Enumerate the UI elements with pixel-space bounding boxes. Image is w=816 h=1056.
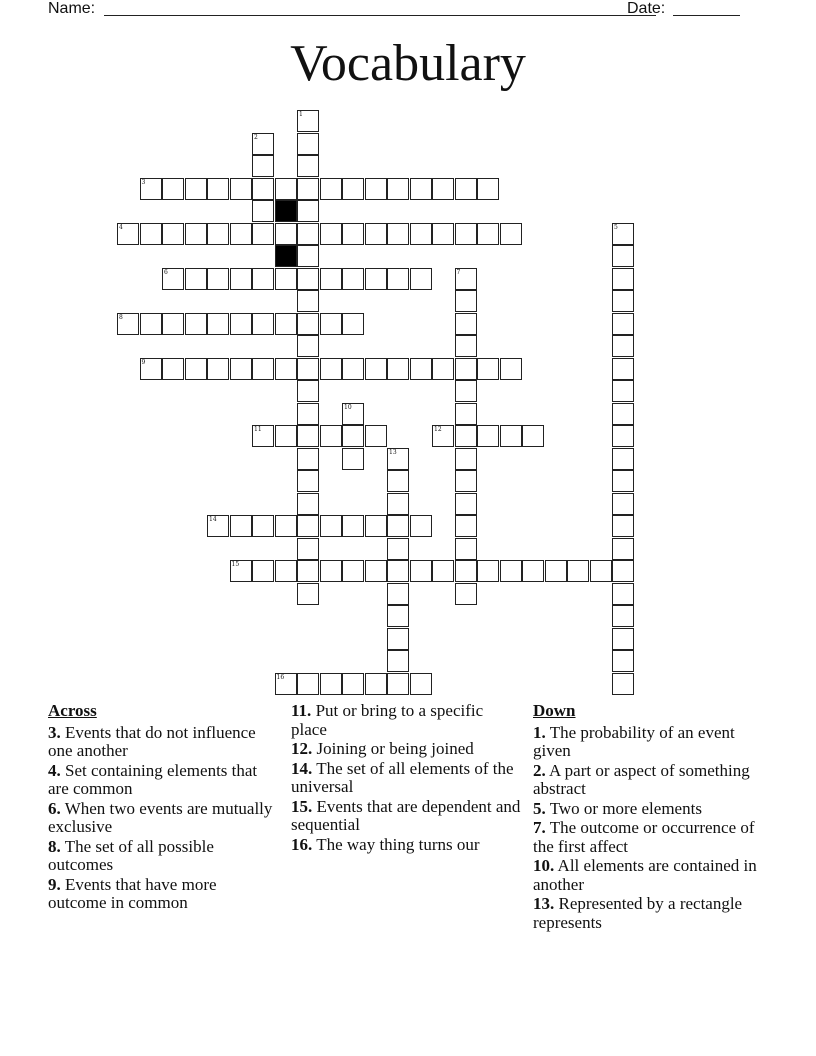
grid-cell[interactable] — [297, 583, 319, 605]
clue-text: The set of all possible outcomes — [48, 836, 214, 874]
clue-number: 2. — [533, 760, 546, 780]
grid-cell[interactable] — [410, 515, 432, 537]
grid-cell[interactable] — [455, 560, 477, 582]
grid-cell[interactable] — [230, 515, 252, 537]
clue-number: 11. — [291, 701, 312, 720]
clue-number: 9. — [48, 874, 61, 894]
grid-cell[interactable] — [185, 223, 207, 245]
clue-number-label: 5 — [614, 223, 618, 231]
clue-item — [533, 762, 773, 799]
grid-cell[interactable] — [207, 358, 229, 380]
grid-cell[interactable] — [117, 223, 139, 245]
grid-cell[interactable] — [342, 223, 364, 245]
grid-cell[interactable] — [320, 358, 342, 380]
grid-cell[interactable] — [522, 425, 544, 447]
grid-cell[interactable] — [455, 538, 477, 560]
grid-cell[interactable] — [275, 560, 297, 582]
clue-number: 10. — [533, 856, 555, 875]
grid-cell[interactable] — [207, 178, 229, 200]
grid-cell[interactable] — [387, 493, 409, 515]
grid-cell[interactable] — [275, 515, 297, 537]
grid-cell[interactable] — [612, 358, 634, 380]
clue-item — [291, 702, 521, 739]
grid-cell[interactable] — [387, 673, 409, 695]
clue-number-label: 7 — [456, 268, 461, 276]
grid-cell[interactable] — [545, 560, 567, 582]
grid-cell[interactable] — [410, 268, 432, 290]
grid-cell[interactable] — [365, 268, 387, 290]
clue-number: 12. — [291, 739, 313, 758]
grid-cell[interactable] — [387, 650, 409, 672]
grid-cell[interactable] — [387, 628, 409, 650]
clue-text: The outcome or occurrence of the first affect — [533, 818, 755, 856]
clue-item — [291, 798, 521, 835]
grid-cell[interactable] — [387, 268, 409, 290]
grid-cell[interactable] — [387, 448, 409, 470]
grid-cell[interactable] — [275, 223, 297, 245]
grid-cell[interactable] — [320, 223, 342, 245]
grid-cell[interactable] — [477, 560, 499, 582]
grid-cell[interactable] — [297, 515, 319, 537]
clue-number: 6. — [48, 798, 61, 818]
clue-number: 3. — [48, 722, 61, 742]
down-clues — [533, 702, 773, 933]
grid-cell[interactable] — [252, 313, 274, 335]
clue-list — [533, 724, 773, 933]
grid-cell[interactable] — [252, 268, 274, 290]
grid-cell[interactable] — [162, 178, 184, 200]
grid-cell[interactable] — [297, 538, 319, 560]
grid-cell[interactable] — [612, 425, 634, 447]
grid-cell[interactable] — [297, 268, 319, 290]
grid-cell[interactable] — [252, 560, 274, 582]
clue-number-label: 13 — [389, 448, 397, 456]
clue-item — [48, 724, 276, 761]
grid-cell[interactable] — [140, 313, 162, 335]
grid-cell[interactable] — [455, 358, 477, 380]
grid-cell[interactable] — [275, 268, 297, 290]
grid-cell[interactable] — [252, 155, 274, 177]
grid-cell[interactable] — [612, 538, 634, 560]
grid-cell[interactable] — [432, 358, 454, 380]
clue-item — [291, 760, 521, 797]
grid-cell[interactable] — [387, 538, 409, 560]
clue-number-label: 4 — [119, 223, 123, 231]
clue-number-label: 12 — [434, 426, 442, 433]
clue-number: 5. — [533, 798, 546, 818]
grid-cell[interactable] — [342, 515, 364, 537]
grid-cell[interactable] — [297, 560, 319, 582]
grid-cell[interactable] — [140, 223, 162, 245]
grid-cell[interactable] — [500, 425, 522, 447]
grid-cell[interactable] — [387, 605, 409, 627]
grid-cell[interactable] — [297, 133, 319, 155]
grid-cell[interactable] — [162, 313, 184, 335]
grid-cell[interactable] — [612, 515, 634, 537]
clue-item — [533, 800, 773, 819]
grid-cell[interactable] — [207, 515, 229, 537]
grid-cell[interactable] — [297, 673, 319, 695]
grid-cell[interactable] — [207, 268, 229, 290]
grid-cell[interactable] — [252, 223, 274, 245]
grid-cell[interactable] — [297, 178, 319, 200]
grid-cell[interactable] — [477, 223, 499, 245]
grid-cell[interactable] — [297, 155, 319, 177]
grid-cell[interactable] — [455, 470, 477, 492]
clue-text: Joining or being joined — [312, 739, 474, 758]
clue-text: When two events are mutually exclusive — [48, 798, 273, 836]
grid-cell[interactable] — [455, 583, 477, 605]
clue-item — [48, 800, 276, 837]
grid-cell[interactable] — [612, 583, 634, 605]
grid-cell[interactable] — [387, 358, 409, 380]
grid-cell[interactable] — [320, 515, 342, 537]
grid-cell[interactable] — [455, 493, 477, 515]
grid-cell[interactable] — [455, 290, 477, 312]
grid-cell[interactable] — [162, 358, 184, 380]
grid-cell[interactable] — [230, 560, 252, 582]
grid-cell[interactable] — [612, 245, 634, 267]
grid-cell[interactable] — [612, 403, 634, 425]
grid-cell[interactable] — [612, 673, 634, 695]
grid-cell[interactable] — [612, 605, 634, 627]
grid-cell[interactable] — [455, 448, 477, 470]
grid-cell[interactable] — [387, 515, 409, 537]
grid-cell[interactable] — [477, 358, 499, 380]
clue-text: Events that are dependent and sequential — [291, 796, 521, 834]
grid-cell[interactable] — [252, 358, 274, 380]
clue-number-label: 16 — [276, 673, 285, 681]
clue-number: 1. — [533, 722, 546, 742]
grid-cell[interactable] — [590, 560, 612, 582]
grid-cell[interactable] — [297, 313, 319, 335]
grid-cell[interactable] — [297, 335, 319, 357]
grid-cell[interactable] — [297, 425, 319, 447]
grid-cell[interactable] — [252, 200, 274, 222]
grid-cell[interactable] — [612, 650, 634, 672]
grid-cell[interactable] — [387, 178, 409, 200]
grid-cell[interactable] — [230, 358, 252, 380]
grid-cell[interactable] — [455, 335, 477, 357]
grid-cell[interactable] — [500, 358, 522, 380]
grid-cell[interactable] — [342, 403, 364, 425]
clue-text: Two or more elements — [545, 798, 702, 818]
clue-text: The way thing turns our — [312, 834, 480, 854]
grid-cell[interactable] — [140, 178, 162, 200]
grid-cell[interactable] — [320, 425, 342, 447]
grid-cell[interactable] — [455, 178, 477, 200]
grid-cell[interactable] — [297, 110, 319, 132]
grid-cell[interactable] — [297, 245, 319, 267]
grid-cell[interactable] — [320, 560, 342, 582]
grid-cell[interactable] — [252, 425, 274, 447]
across-heading: Across — [48, 701, 97, 720]
grid-cell[interactable] — [207, 313, 229, 335]
grid-cell[interactable] — [320, 673, 342, 695]
grid-cell[interactable] — [230, 223, 252, 245]
grid-cell[interactable] — [410, 178, 432, 200]
grid-cell[interactable] — [162, 223, 184, 245]
grid-cell[interactable] — [455, 425, 477, 447]
grid-cell[interactable] — [342, 358, 364, 380]
clue-number-label: 3 — [141, 178, 146, 186]
grid-cell[interactable] — [230, 268, 252, 290]
clue-item — [533, 857, 773, 894]
grid-cell[interactable] — [162, 268, 184, 290]
grid-cell[interactable] — [207, 223, 229, 245]
grid-cell[interactable] — [342, 425, 364, 447]
grid-cell[interactable] — [455, 403, 477, 425]
grid-cell[interactable] — [612, 268, 634, 290]
clue-number: 8. — [48, 836, 61, 856]
grid-cell[interactable] — [230, 178, 252, 200]
grid-cell[interactable] — [297, 358, 319, 380]
grid-cell[interactable] — [365, 358, 387, 380]
clue-number: 4. — [48, 760, 61, 780]
clue-number-label: 9 — [141, 358, 146, 366]
grid-cell[interactable] — [432, 560, 454, 582]
grid-cell[interactable] — [500, 223, 522, 245]
grid-cell[interactable] — [365, 178, 387, 200]
clue-item — [48, 838, 276, 875]
grid-cell[interactable] — [297, 380, 319, 402]
clue-item — [48, 762, 276, 799]
grid-cell[interactable] — [252, 515, 274, 537]
clue-number: 13. — [533, 894, 555, 913]
grid-cell[interactable] — [342, 448, 364, 470]
grid-cell[interactable] — [387, 560, 409, 582]
clue-item — [533, 724, 773, 761]
grid-cell[interactable] — [477, 425, 499, 447]
grid-cell[interactable] — [297, 493, 319, 515]
across-clues-col2 — [291, 702, 521, 855]
grid-cell[interactable] — [387, 470, 409, 492]
grid-cell[interactable] — [365, 223, 387, 245]
clue-text: Set containing elements that are common — [48, 760, 258, 798]
clue-number-label: 14 — [209, 516, 217, 523]
grid-cell[interactable] — [612, 448, 634, 470]
clue-list — [48, 724, 276, 913]
clue-text: Events that do not influence one another — [48, 722, 256, 760]
grid-cell[interactable] — [297, 223, 319, 245]
clue-number-label: 8 — [119, 313, 123, 321]
grid-cell[interactable] — [275, 425, 297, 447]
grid-cell[interactable] — [342, 560, 364, 582]
grid-cell[interactable] — [612, 313, 634, 335]
clue-number-label: 1 — [299, 111, 303, 118]
grid-cell[interactable] — [252, 178, 274, 200]
clue-number: 7. — [533, 818, 546, 837]
grid-cell[interactable] — [612, 470, 634, 492]
grid-cell[interactable] — [117, 313, 139, 335]
grid-cell[interactable] — [612, 335, 634, 357]
page-title: Vocabulary — [290, 35, 526, 92]
clue-number-label: 6 — [164, 268, 168, 276]
name-label: Name: — [48, 0, 96, 17]
grid-cell[interactable] — [297, 470, 319, 492]
grid-cell[interactable] — [612, 560, 634, 582]
grid-cell[interactable] — [500, 560, 522, 582]
grid-cell[interactable] — [612, 223, 634, 245]
grid-cell[interactable] — [320, 178, 342, 200]
grid-cell[interactable] — [275, 178, 297, 200]
grid-cell[interactable] — [297, 403, 319, 425]
clue-text: A part or aspect of something abstract — [533, 760, 750, 798]
clue-number: 15. — [291, 796, 313, 816]
grid-cell[interactable] — [410, 358, 432, 380]
grid-cell[interactable] — [432, 178, 454, 200]
down-heading: Down — [533, 701, 576, 720]
grid-cell[interactable] — [297, 448, 319, 470]
grid-cell[interactable] — [432, 223, 454, 245]
clue-item — [533, 895, 773, 932]
clue-item — [48, 876, 276, 913]
grid-cell[interactable] — [275, 358, 297, 380]
grid-cell[interactable] — [455, 223, 477, 245]
grid-cell[interactable] — [275, 673, 297, 695]
across-clues-col1 — [48, 702, 276, 914]
grid-cell[interactable] — [185, 313, 207, 335]
grid-cell[interactable] — [275, 313, 297, 335]
clue-number-label: 10 — [344, 403, 352, 411]
grid-cell[interactable] — [297, 290, 319, 312]
grid-cell[interactable] — [612, 380, 634, 402]
grid-cell[interactable] — [342, 268, 364, 290]
grid-cell[interactable] — [410, 223, 432, 245]
grid-cell[interactable] — [320, 313, 342, 335]
grid-cell[interactable] — [410, 560, 432, 582]
clue-item — [291, 740, 521, 759]
grid-cell[interactable] — [387, 223, 409, 245]
grid-cell[interactable] — [365, 673, 387, 695]
grid-cell[interactable] — [612, 493, 634, 515]
grid-cell[interactable] — [522, 560, 544, 582]
clue-number: 14. — [291, 758, 313, 778]
clue-text: The set of all elements of the universal — [291, 758, 514, 796]
clue-text: Events that have more outcome in common — [48, 874, 217, 912]
clue-text: The probability of an event given — [533, 722, 735, 760]
grid-cell[interactable] — [297, 200, 319, 222]
clue-text: Put or bring to a specific place — [291, 701, 484, 739]
clue-number-label: 2 — [254, 133, 258, 141]
grid-cell[interactable] — [320, 268, 342, 290]
grid-cell[interactable] — [185, 358, 207, 380]
grid-cell[interactable] — [410, 673, 432, 695]
clue-number-label: 15 — [231, 561, 240, 568]
grid-cell[interactable] — [230, 313, 252, 335]
block-cell — [275, 200, 297, 222]
grid-cell[interactable] — [455, 313, 477, 335]
grid-cell[interactable] — [432, 425, 454, 447]
grid-cell[interactable] — [612, 628, 634, 650]
clue-text: All elements are contained in another — [533, 856, 757, 894]
grid-cell[interactable] — [365, 425, 387, 447]
grid-cell[interactable] — [612, 290, 634, 312]
clue-text: Represented by a rectangle represents — [533, 894, 743, 932]
grid-cell[interactable] — [477, 178, 499, 200]
grid-cell[interactable] — [455, 268, 477, 290]
clue-number-label: 11 — [254, 426, 262, 433]
clue-list — [291, 702, 521, 854]
clue-item — [533, 819, 773, 856]
grid-cell[interactable] — [342, 673, 364, 695]
grid-cell[interactable] — [185, 268, 207, 290]
grid-cell[interactable] — [455, 515, 477, 537]
grid-cell[interactable] — [342, 178, 364, 200]
block-cell — [275, 245, 297, 267]
grid-cell[interactable] — [387, 583, 409, 605]
grid-cell[interactable] — [567, 560, 589, 582]
grid-cell[interactable] — [455, 380, 477, 402]
grid-cell[interactable] — [365, 560, 387, 582]
clue-number: 16. — [291, 834, 313, 854]
date-label: Date: — [627, 0, 666, 17]
grid-cell[interactable] — [140, 358, 162, 380]
grid-cell[interactable] — [252, 133, 274, 155]
grid-cell[interactable] — [365, 515, 387, 537]
clue-item — [291, 836, 521, 855]
grid-cell[interactable] — [185, 178, 207, 200]
grid-cell[interactable] — [342, 313, 364, 335]
